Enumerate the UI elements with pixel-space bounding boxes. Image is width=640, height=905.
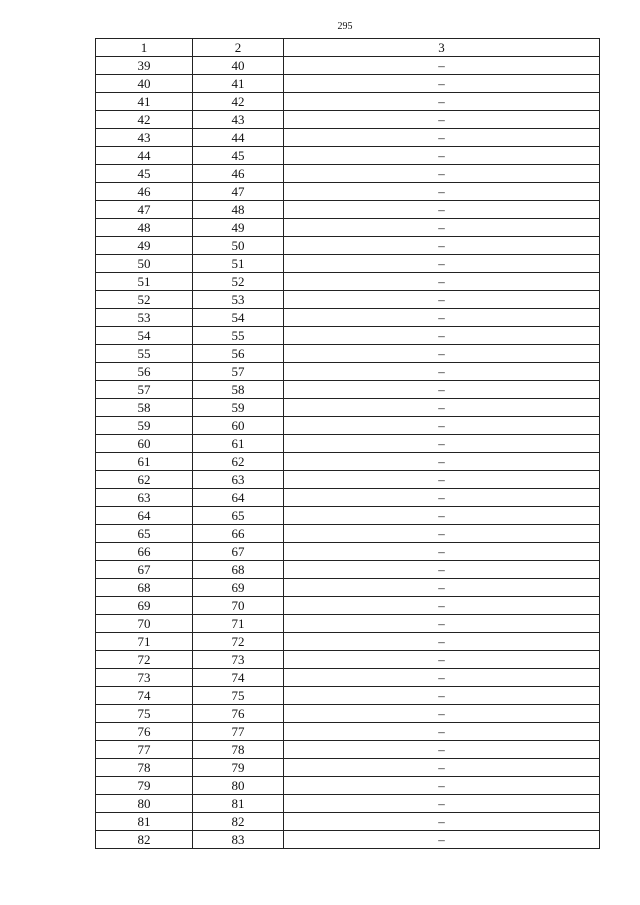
table-row bbox=[96, 453, 600, 471]
table-cell-col1: 54 bbox=[96, 327, 193, 345]
table-cell-col1: 56 bbox=[96, 363, 193, 381]
table-row bbox=[96, 165, 600, 183]
table-row bbox=[96, 759, 600, 777]
table-cell-col2: 47 bbox=[193, 183, 284, 201]
table-cell-col3: – bbox=[284, 453, 600, 471]
table-row bbox=[96, 633, 600, 651]
table-row bbox=[96, 795, 600, 813]
table-row bbox=[96, 723, 600, 741]
table-cell-col1: 82 bbox=[96, 831, 193, 849]
table-cell-col2: 49 bbox=[193, 219, 284, 237]
table-cell-col2: 65 bbox=[193, 507, 284, 525]
table-cell-col3: – bbox=[284, 795, 600, 813]
table-row bbox=[96, 507, 600, 525]
table-row bbox=[96, 831, 600, 849]
table-cell-col3: – bbox=[284, 219, 600, 237]
table-cell-col3: – bbox=[284, 741, 600, 759]
table-row bbox=[96, 435, 600, 453]
table-cell-col3: – bbox=[284, 777, 600, 795]
table-row bbox=[96, 597, 600, 615]
table-row bbox=[96, 345, 600, 363]
table-cell-col3: – bbox=[284, 489, 600, 507]
table-cell-col3: – bbox=[284, 759, 600, 777]
table-row bbox=[96, 669, 600, 687]
table-row bbox=[96, 615, 600, 633]
table-cell-col1: 63 bbox=[96, 489, 193, 507]
table-cell-col2: 50 bbox=[193, 237, 284, 255]
table-cell-col3: – bbox=[284, 543, 600, 561]
table-cell-col2: 75 bbox=[193, 687, 284, 705]
table-cell-col1: 43 bbox=[96, 129, 193, 147]
table-row bbox=[96, 273, 600, 291]
table-row bbox=[96, 777, 600, 795]
table-row bbox=[96, 291, 600, 309]
table-cell-col2: 80 bbox=[193, 777, 284, 795]
table-row bbox=[96, 363, 600, 381]
table-cell-col3: – bbox=[284, 255, 600, 273]
table-cell-col2: 61 bbox=[193, 435, 284, 453]
column-header-1: 1 bbox=[96, 39, 193, 57]
table-cell-col3: – bbox=[284, 705, 600, 723]
table-cell-col2: 62 bbox=[193, 453, 284, 471]
table-row bbox=[96, 327, 600, 345]
table-row bbox=[96, 579, 600, 597]
table-cell-col1: 66 bbox=[96, 543, 193, 561]
table-cell-col3: – bbox=[284, 183, 600, 201]
table-cell-col1: 74 bbox=[96, 687, 193, 705]
table-cell-col1: 41 bbox=[96, 93, 193, 111]
table-cell-col2: 81 bbox=[193, 795, 284, 813]
table-cell-col2: 58 bbox=[193, 381, 284, 399]
table-cell-col3: – bbox=[284, 93, 600, 111]
table-cell-col2: 53 bbox=[193, 291, 284, 309]
table-cell-col2: 63 bbox=[193, 471, 284, 489]
table-cell-col1: 47 bbox=[96, 201, 193, 219]
table-cell-col3: – bbox=[284, 201, 600, 219]
table-cell-col3: – bbox=[284, 813, 600, 831]
table-cell-col3: – bbox=[284, 381, 600, 399]
table-cell-col2: 73 bbox=[193, 651, 284, 669]
table-cell-col2: 70 bbox=[193, 597, 284, 615]
table-cell-col2: 82 bbox=[193, 813, 284, 831]
table-row bbox=[96, 93, 600, 111]
table-cell-col3: – bbox=[284, 669, 600, 687]
table-cell-col2: 51 bbox=[193, 255, 284, 273]
table-cell-col1: 81 bbox=[96, 813, 193, 831]
table-cell-col2: 69 bbox=[193, 579, 284, 597]
table-cell-col2: 83 bbox=[193, 831, 284, 849]
table-cell-col3: – bbox=[284, 237, 600, 255]
table-row bbox=[96, 219, 600, 237]
table-cell-col3: – bbox=[284, 507, 600, 525]
table-cell-col1: 46 bbox=[96, 183, 193, 201]
table-cell-col1: 52 bbox=[96, 291, 193, 309]
table-cell-col1: 59 bbox=[96, 417, 193, 435]
table-cell-col2: 66 bbox=[193, 525, 284, 543]
table-cell-col1: 72 bbox=[96, 651, 193, 669]
table-cell-col3: – bbox=[284, 345, 600, 363]
table-cell-col2: 76 bbox=[193, 705, 284, 723]
table-cell-col2: 56 bbox=[193, 345, 284, 363]
table-cell-col1: 39 bbox=[96, 57, 193, 75]
header-row bbox=[96, 39, 600, 57]
table-cell-col3: – bbox=[284, 147, 600, 165]
table-row bbox=[96, 399, 600, 417]
table-cell-col1: 80 bbox=[96, 795, 193, 813]
table-row bbox=[96, 417, 600, 435]
table-cell-col3: – bbox=[284, 399, 600, 417]
table-cell-col3: – bbox=[284, 651, 600, 669]
table-cell-col2: 64 bbox=[193, 489, 284, 507]
table-cell-col2: 68 bbox=[193, 561, 284, 579]
table-cell-col2: 52 bbox=[193, 273, 284, 291]
table-cell-col1: 45 bbox=[96, 165, 193, 183]
table-cell-col1: 65 bbox=[96, 525, 193, 543]
table-cell-col1: 48 bbox=[96, 219, 193, 237]
table-cell-col1: 55 bbox=[96, 345, 193, 363]
table-cell-col2: 55 bbox=[193, 327, 284, 345]
table-cell-col1: 79 bbox=[96, 777, 193, 795]
table-row bbox=[96, 147, 600, 165]
table-cell-col2: 71 bbox=[193, 615, 284, 633]
table-cell-col1: 57 bbox=[96, 381, 193, 399]
table-cell-col1: 58 bbox=[96, 399, 193, 417]
table-cell-col1: 62 bbox=[96, 471, 193, 489]
table-cell-col1: 40 bbox=[96, 75, 193, 93]
table-cell-col3: – bbox=[284, 723, 600, 741]
column-header-2: 2 bbox=[193, 39, 284, 57]
table-cell-col2: 57 bbox=[193, 363, 284, 381]
table-row bbox=[96, 813, 600, 831]
table-row bbox=[96, 705, 600, 723]
table-cell-col2: 43 bbox=[193, 111, 284, 129]
table-cell-col1: 49 bbox=[96, 237, 193, 255]
table-row bbox=[96, 381, 600, 399]
table-cell-col3: – bbox=[284, 165, 600, 183]
table-row bbox=[96, 309, 600, 327]
table-cell-col1: 78 bbox=[96, 759, 193, 777]
table-cell-col3: – bbox=[284, 57, 600, 75]
table-cell-col1: 60 bbox=[96, 435, 193, 453]
table-cell-col3: – bbox=[284, 291, 600, 309]
table-cell-col2: 44 bbox=[193, 129, 284, 147]
table-cell-col1: 67 bbox=[96, 561, 193, 579]
table-cell-col3: – bbox=[284, 327, 600, 345]
table-cell-col1: 69 bbox=[96, 597, 193, 615]
column-header-3: 3 bbox=[284, 39, 600, 57]
table-row bbox=[96, 525, 600, 543]
table-cell-col2: 74 bbox=[193, 669, 284, 687]
table-row bbox=[96, 57, 600, 75]
table-cell-col1: 64 bbox=[96, 507, 193, 525]
table-cell-col3: – bbox=[284, 129, 600, 147]
data-table bbox=[95, 38, 600, 849]
table-cell-col2: 40 bbox=[193, 57, 284, 75]
table-cell-col3: – bbox=[284, 561, 600, 579]
table-cell-col1: 51 bbox=[96, 273, 193, 291]
table-cell-col1: 50 bbox=[96, 255, 193, 273]
table-cell-col3: – bbox=[284, 273, 600, 291]
table-cell-col1: 53 bbox=[96, 309, 193, 327]
table-cell-col1: 68 bbox=[96, 579, 193, 597]
table-cell-col2: 77 bbox=[193, 723, 284, 741]
table-row bbox=[96, 651, 600, 669]
table-cell-col1: 70 bbox=[96, 615, 193, 633]
table-cell-col3: – bbox=[284, 687, 600, 705]
table-body bbox=[96, 57, 600, 849]
table-cell-col1: 76 bbox=[96, 723, 193, 741]
table-cell-col1: 44 bbox=[96, 147, 193, 165]
table-cell-col2: 46 bbox=[193, 165, 284, 183]
table-cell-col1: 71 bbox=[96, 633, 193, 651]
table-cell-col1: 42 bbox=[96, 111, 193, 129]
table-cell-col3: – bbox=[284, 435, 600, 453]
table-cell-col2: 79 bbox=[193, 759, 284, 777]
table-cell-col1: 73 bbox=[96, 669, 193, 687]
table-cell-col2: 41 bbox=[193, 75, 284, 93]
table-cell-col1: 61 bbox=[96, 453, 193, 471]
table-cell-col1: 77 bbox=[96, 741, 193, 759]
table-cell-col3: – bbox=[284, 615, 600, 633]
table-row bbox=[96, 543, 600, 561]
table-cell-col2: 59 bbox=[193, 399, 284, 417]
table-cell-col2: 67 bbox=[193, 543, 284, 561]
table-cell-col3: – bbox=[284, 75, 600, 93]
table-cell-col2: 42 bbox=[193, 93, 284, 111]
table-cell-col2: 48 bbox=[193, 201, 284, 219]
table-cell-col2: 72 bbox=[193, 633, 284, 651]
table-cell-col3: – bbox=[284, 633, 600, 651]
table-cell-col3: – bbox=[284, 111, 600, 129]
table-row bbox=[96, 471, 600, 489]
page-number: 295 bbox=[337, 21, 353, 32]
table-cell-col3: – bbox=[284, 363, 600, 381]
table-cell-col3: – bbox=[284, 831, 600, 849]
table-row bbox=[96, 741, 600, 759]
table-cell-col2: 45 bbox=[193, 147, 284, 165]
table-cell-col3: – bbox=[284, 579, 600, 597]
table-row bbox=[96, 255, 600, 273]
table-row bbox=[96, 183, 600, 201]
table-row bbox=[96, 489, 600, 507]
table-row bbox=[96, 237, 600, 255]
table-cell-col1: 75 bbox=[96, 705, 193, 723]
table-row bbox=[96, 561, 600, 579]
table-row bbox=[96, 687, 600, 705]
table-cell-col2: 78 bbox=[193, 741, 284, 759]
table-row bbox=[96, 111, 600, 129]
table-row bbox=[96, 75, 600, 93]
table-cell-col3: – bbox=[284, 417, 600, 435]
table-cell-col3: – bbox=[284, 525, 600, 543]
table-row bbox=[96, 129, 600, 147]
table-row bbox=[96, 201, 600, 219]
table-cell-col3: – bbox=[284, 471, 600, 489]
table-cell-col2: 60 bbox=[193, 417, 284, 435]
table-cell-col3: – bbox=[284, 309, 600, 327]
table-cell-col3: – bbox=[284, 597, 600, 615]
table-cell-col2: 54 bbox=[193, 309, 284, 327]
